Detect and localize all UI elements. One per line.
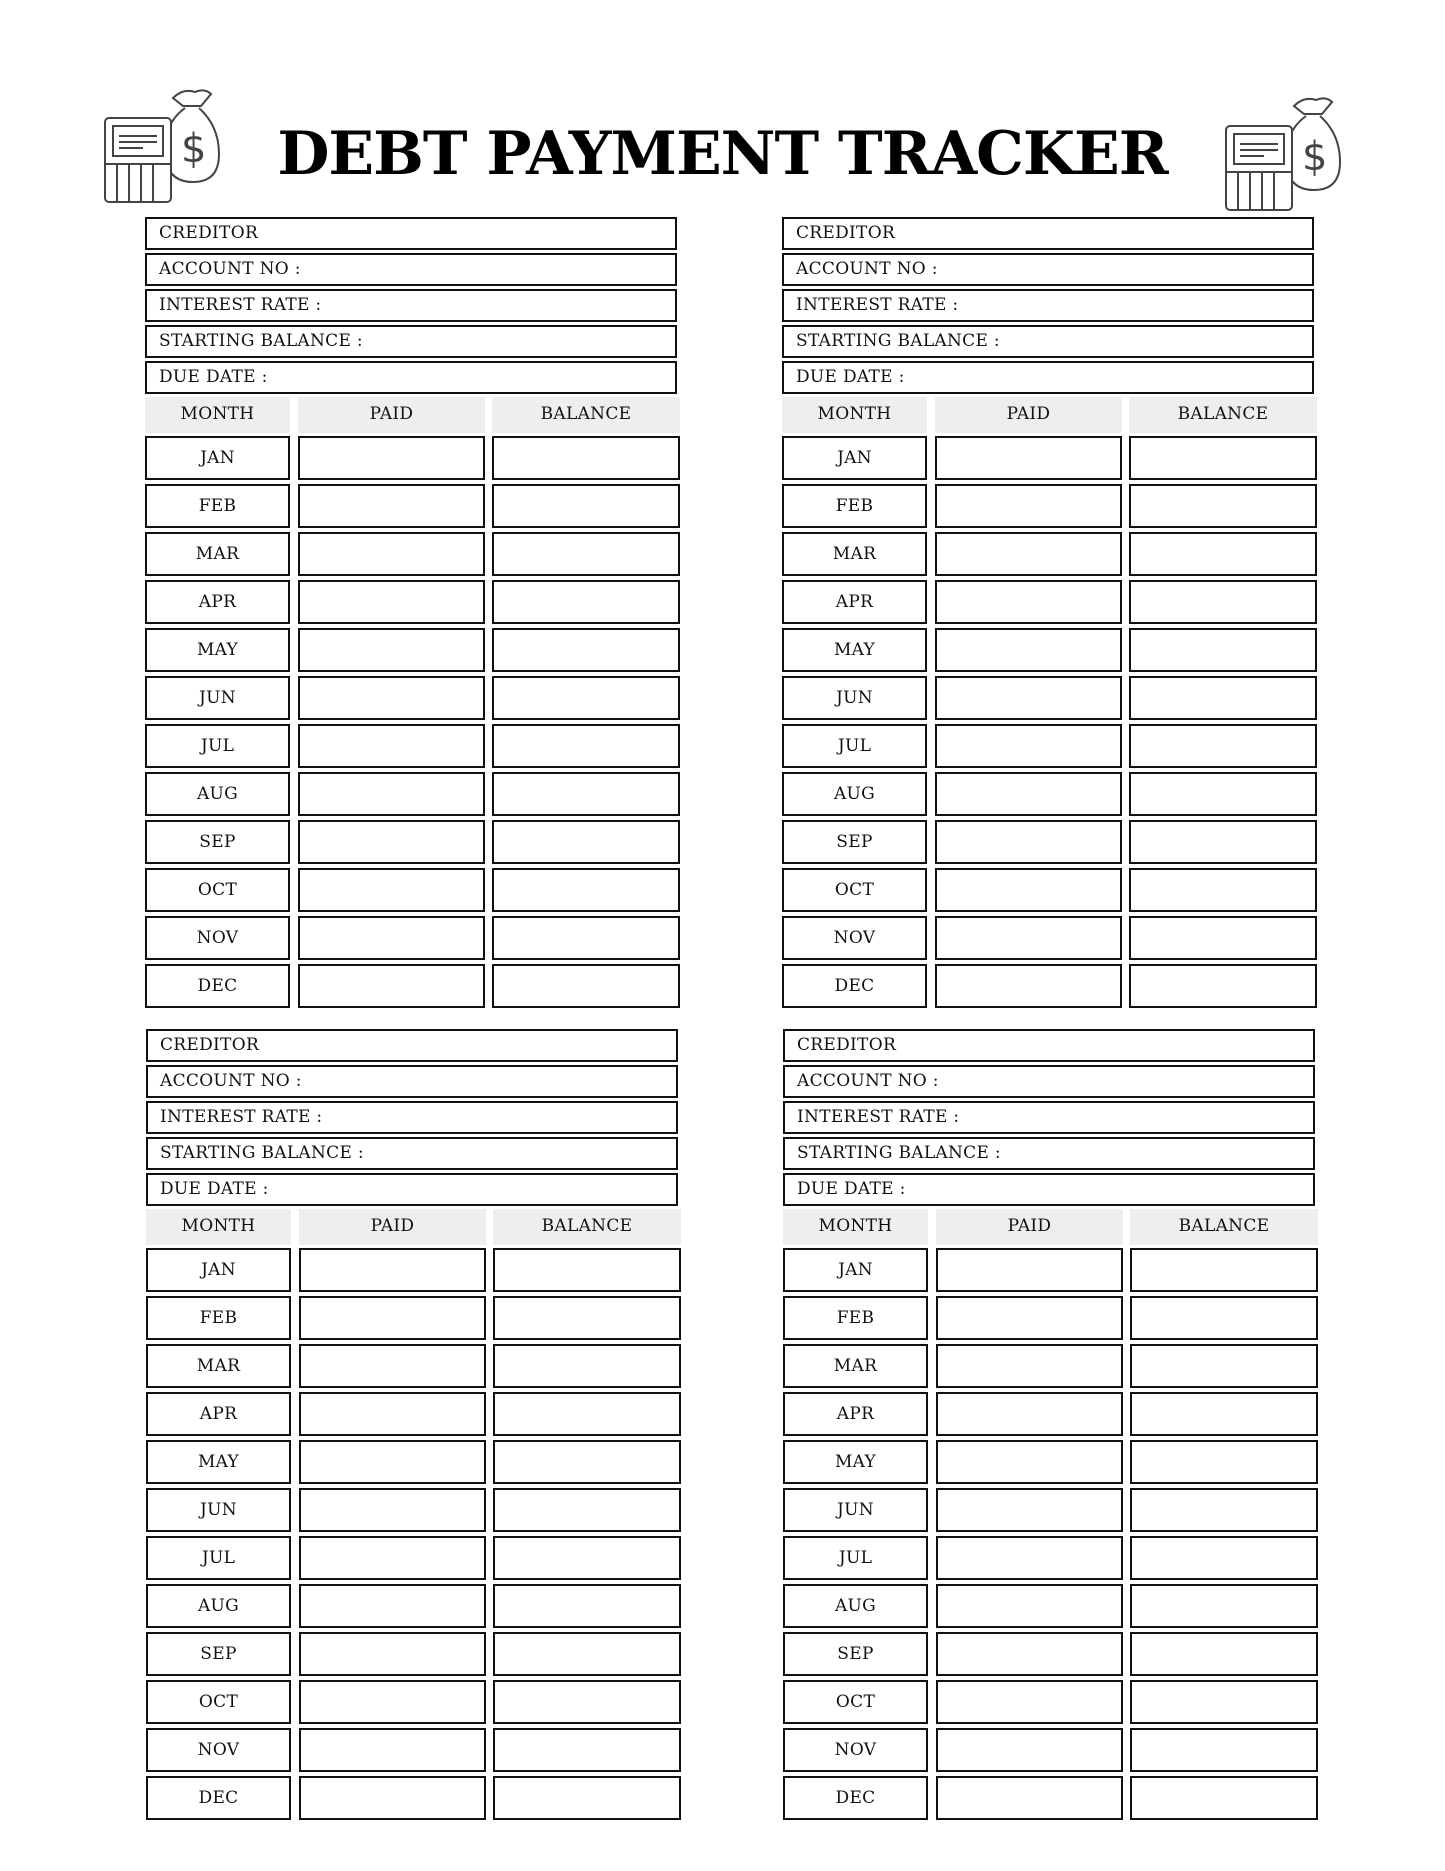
paid-cell[interactable] bbox=[299, 1248, 486, 1292]
svg-text:$: $ bbox=[181, 126, 207, 172]
paid-cell[interactable] bbox=[298, 532, 485, 576]
balance-cell[interactable] bbox=[493, 1680, 681, 1724]
table-header bbox=[146, 1209, 686, 1245]
balance-cell[interactable] bbox=[1130, 1344, 1318, 1388]
table-row bbox=[782, 673, 1322, 721]
table-header bbox=[782, 397, 1322, 433]
paid-cell[interactable] bbox=[935, 772, 1122, 816]
paid-cell[interactable] bbox=[935, 868, 1122, 912]
month-cell: SEP bbox=[782, 820, 927, 864]
table-row bbox=[146, 1437, 686, 1485]
balance-cell[interactable] bbox=[1130, 1584, 1318, 1628]
paid-cell[interactable] bbox=[298, 868, 485, 912]
paid-cell[interactable] bbox=[298, 676, 485, 720]
table-row bbox=[146, 1245, 686, 1293]
money-bag-calculator-icon bbox=[103, 84, 223, 204]
paid-header: PAID bbox=[298, 397, 485, 433]
money-bag-calculator-icon bbox=[1224, 92, 1344, 212]
page-title: DEBT PAYMENT TRACKER bbox=[277, 119, 1168, 189]
month-cell: JUN bbox=[146, 1488, 291, 1532]
balance-cell[interactable] bbox=[493, 1440, 681, 1484]
interest-rate-field[interactable]: INTEREST RATE : bbox=[145, 289, 677, 322]
paid-cell[interactable] bbox=[299, 1776, 486, 1820]
paid-cell[interactable] bbox=[299, 1296, 486, 1340]
balance-cell[interactable] bbox=[1130, 1632, 1318, 1676]
month-cell: MAR bbox=[782, 532, 927, 576]
paid-cell[interactable] bbox=[299, 1728, 486, 1772]
starting-balance-field[interactable]: STARTING BALANCE : bbox=[782, 325, 1314, 358]
table-row bbox=[782, 529, 1322, 577]
paid-cell[interactable] bbox=[298, 580, 485, 624]
debt-tracker-4 bbox=[783, 1029, 1323, 1821]
starting-balance-field[interactable]: STARTING BALANCE : bbox=[145, 325, 677, 358]
paid-cell[interactable] bbox=[936, 1584, 1123, 1628]
month-cell: NOV bbox=[782, 916, 927, 960]
table-row bbox=[783, 1677, 1323, 1725]
account-no-field[interactable]: ACCOUNT NO : bbox=[783, 1065, 1315, 1098]
month-cell: JUL bbox=[145, 724, 290, 768]
month-header: MONTH bbox=[146, 1209, 291, 1245]
balance-cell[interactable] bbox=[493, 1632, 681, 1676]
paid-cell[interactable] bbox=[936, 1248, 1123, 1292]
table-row bbox=[146, 1485, 686, 1533]
balance-cell[interactable] bbox=[1129, 724, 1317, 768]
paid-cell[interactable] bbox=[936, 1296, 1123, 1340]
table-row bbox=[145, 433, 685, 481]
paid-cell[interactable] bbox=[935, 916, 1122, 960]
paid-cell[interactable] bbox=[935, 724, 1122, 768]
paid-cell[interactable] bbox=[936, 1680, 1123, 1724]
balance-cell[interactable] bbox=[492, 580, 680, 624]
balance-cell[interactable] bbox=[492, 724, 680, 768]
paid-cell[interactable] bbox=[298, 916, 485, 960]
table-row bbox=[146, 1725, 686, 1773]
month-cell: JUL bbox=[146, 1536, 291, 1580]
balance-cell[interactable] bbox=[493, 1728, 681, 1772]
account-no-field[interactable]: ACCOUNT NO : bbox=[146, 1065, 678, 1098]
table-row bbox=[782, 817, 1322, 865]
paid-cell[interactable] bbox=[299, 1680, 486, 1724]
paid-cell[interactable] bbox=[935, 628, 1122, 672]
table-row bbox=[146, 1677, 686, 1725]
balance-cell[interactable] bbox=[1129, 964, 1317, 1008]
due-date-field[interactable]: DUE DATE : bbox=[782, 361, 1314, 394]
balance-header: BALANCE bbox=[492, 397, 680, 433]
paid-cell[interactable] bbox=[935, 532, 1122, 576]
balance-cell[interactable] bbox=[1129, 820, 1317, 864]
table-header bbox=[145, 397, 685, 433]
table-row bbox=[146, 1581, 686, 1629]
table-row bbox=[146, 1293, 686, 1341]
table-row bbox=[146, 1773, 686, 1821]
table-row bbox=[783, 1485, 1323, 1533]
balance-cell[interactable] bbox=[492, 772, 680, 816]
paid-cell[interactable] bbox=[298, 964, 485, 1008]
month-cell: OCT bbox=[146, 1680, 291, 1724]
starting-balance-field[interactable]: STARTING BALANCE : bbox=[783, 1137, 1315, 1170]
month-cell: JUL bbox=[782, 724, 927, 768]
month-rows bbox=[783, 1245, 1323, 1821]
paid-cell[interactable] bbox=[936, 1392, 1123, 1436]
balance-cell[interactable] bbox=[1130, 1296, 1318, 1340]
month-cell: MAR bbox=[145, 532, 290, 576]
balance-cell[interactable] bbox=[1129, 772, 1317, 816]
month-cell: FEB bbox=[782, 484, 927, 528]
balance-cell[interactable] bbox=[1129, 436, 1317, 480]
table-row bbox=[783, 1725, 1323, 1773]
paid-cell[interactable] bbox=[936, 1440, 1123, 1484]
month-cell: MAY bbox=[146, 1440, 291, 1484]
table-header bbox=[783, 1209, 1323, 1245]
balance-cell[interactable] bbox=[492, 484, 680, 528]
month-cell: MAY bbox=[783, 1440, 928, 1484]
table-row bbox=[782, 721, 1322, 769]
table-row bbox=[145, 961, 685, 1009]
table-row bbox=[783, 1293, 1323, 1341]
table-row bbox=[145, 481, 685, 529]
table-row bbox=[783, 1533, 1323, 1581]
table-row bbox=[782, 769, 1322, 817]
due-date-field[interactable]: DUE DATE : bbox=[146, 1173, 678, 1206]
interest-rate-field[interactable]: INTEREST RATE : bbox=[783, 1101, 1315, 1134]
table-row bbox=[145, 721, 685, 769]
paid-cell[interactable] bbox=[299, 1536, 486, 1580]
paid-cell[interactable] bbox=[299, 1440, 486, 1484]
table-row bbox=[783, 1581, 1323, 1629]
table-row bbox=[782, 433, 1322, 481]
month-cell: JUN bbox=[782, 676, 927, 720]
month-cell: FEB bbox=[145, 484, 290, 528]
paid-header: PAID bbox=[299, 1209, 486, 1245]
balance-cell[interactable] bbox=[1130, 1536, 1318, 1580]
month-cell: JAN bbox=[782, 436, 927, 480]
balance-header: BALANCE bbox=[493, 1209, 681, 1245]
balance-cell[interactable] bbox=[1130, 1248, 1318, 1292]
balance-cell[interactable] bbox=[1129, 676, 1317, 720]
table-row bbox=[145, 913, 685, 961]
debt-tracker-3 bbox=[146, 1029, 686, 1821]
balance-cell[interactable] bbox=[493, 1536, 681, 1580]
table-row bbox=[783, 1437, 1323, 1485]
table-row bbox=[146, 1341, 686, 1389]
month-cell: NOV bbox=[145, 916, 290, 960]
table-row bbox=[145, 817, 685, 865]
balance-header: BALANCE bbox=[1129, 397, 1317, 433]
month-cell: SEP bbox=[145, 820, 290, 864]
balance-cell[interactable] bbox=[493, 1584, 681, 1628]
debt-tracker-2 bbox=[782, 217, 1322, 1009]
balance-cell[interactable] bbox=[492, 532, 680, 576]
month-cell: APR bbox=[782, 580, 927, 624]
paid-cell[interactable] bbox=[935, 484, 1122, 528]
table-row bbox=[145, 673, 685, 721]
balance-cell[interactable] bbox=[1129, 868, 1317, 912]
month-cell: AUG bbox=[146, 1584, 291, 1628]
debt-info bbox=[145, 217, 685, 394]
creditor-field[interactable]: CREDITOR bbox=[145, 217, 677, 250]
due-date-field[interactable]: DUE DATE : bbox=[145, 361, 677, 394]
table-row bbox=[783, 1389, 1323, 1437]
paid-cell[interactable] bbox=[298, 820, 485, 864]
table-row bbox=[783, 1341, 1323, 1389]
paid-cell[interactable] bbox=[298, 436, 485, 480]
paid-cell[interactable] bbox=[299, 1344, 486, 1388]
month-cell: JAN bbox=[783, 1248, 928, 1292]
month-cell: DEC bbox=[782, 964, 927, 1008]
month-cell: JAN bbox=[145, 436, 290, 480]
table-row bbox=[146, 1629, 686, 1677]
debt-info bbox=[782, 217, 1322, 394]
table-row bbox=[782, 577, 1322, 625]
month-cell: JUL bbox=[783, 1536, 928, 1580]
creditor-field[interactable]: CREDITOR bbox=[146, 1029, 678, 1062]
paid-cell[interactable] bbox=[935, 964, 1122, 1008]
month-cell: SEP bbox=[783, 1632, 928, 1676]
month-cell: AUG bbox=[783, 1584, 928, 1628]
account-no-field[interactable]: ACCOUNT NO : bbox=[782, 253, 1314, 286]
month-cell: MAR bbox=[146, 1344, 291, 1388]
table-row bbox=[782, 865, 1322, 913]
balance-cell[interactable] bbox=[493, 1392, 681, 1436]
balance-cell[interactable] bbox=[1129, 580, 1317, 624]
balance-cell[interactable] bbox=[492, 820, 680, 864]
table-row bbox=[145, 529, 685, 577]
balance-cell[interactable] bbox=[492, 868, 680, 912]
svg-text:$: $ bbox=[1302, 134, 1328, 180]
balance-cell[interactable] bbox=[492, 628, 680, 672]
table-row bbox=[145, 769, 685, 817]
starting-balance-field[interactable]: STARTING BALANCE : bbox=[146, 1137, 678, 1170]
paid-cell[interactable] bbox=[298, 628, 485, 672]
month-cell: FEB bbox=[146, 1296, 291, 1340]
balance-cell[interactable] bbox=[492, 676, 680, 720]
month-cell: OCT bbox=[783, 1680, 928, 1724]
month-cell: JUN bbox=[145, 676, 290, 720]
month-cell: DEC bbox=[783, 1776, 928, 1820]
month-cell: MAY bbox=[782, 628, 927, 672]
balance-header: BALANCE bbox=[1130, 1209, 1318, 1245]
month-cell: AUG bbox=[782, 772, 927, 816]
creditor-field[interactable]: CREDITOR bbox=[782, 217, 1314, 250]
balance-cell[interactable] bbox=[1129, 916, 1317, 960]
paid-cell[interactable] bbox=[935, 820, 1122, 864]
paid-cell[interactable] bbox=[936, 1536, 1123, 1580]
month-header: MONTH bbox=[782, 397, 927, 433]
debt-info bbox=[146, 1029, 686, 1206]
month-rows bbox=[146, 1245, 686, 1821]
balance-cell[interactable] bbox=[1130, 1488, 1318, 1532]
paid-cell[interactable] bbox=[936, 1632, 1123, 1676]
due-date-field[interactable]: DUE DATE : bbox=[783, 1173, 1315, 1206]
paid-cell[interactable] bbox=[299, 1632, 486, 1676]
balance-cell[interactable] bbox=[492, 964, 680, 1008]
month-header: MONTH bbox=[145, 397, 290, 433]
month-cell: APR bbox=[783, 1392, 928, 1436]
month-cell: NOV bbox=[783, 1728, 928, 1772]
table-row bbox=[145, 865, 685, 913]
paid-header: PAID bbox=[935, 397, 1122, 433]
balance-cell[interactable] bbox=[1130, 1392, 1318, 1436]
balance-cell[interactable] bbox=[1129, 484, 1317, 528]
month-cell: SEP bbox=[146, 1632, 291, 1676]
table-row bbox=[782, 481, 1322, 529]
paid-cell[interactable] bbox=[936, 1344, 1123, 1388]
month-header: MONTH bbox=[783, 1209, 928, 1245]
table-row bbox=[783, 1773, 1323, 1821]
balance-cell[interactable] bbox=[1130, 1728, 1318, 1772]
account-no-field[interactable]: ACCOUNT NO : bbox=[145, 253, 677, 286]
month-cell: FEB bbox=[783, 1296, 928, 1340]
month-rows bbox=[145, 433, 685, 1009]
month-cell: APR bbox=[146, 1392, 291, 1436]
paid-cell[interactable] bbox=[299, 1392, 486, 1436]
month-cell: MAR bbox=[783, 1344, 928, 1388]
month-cell: NOV bbox=[146, 1728, 291, 1772]
month-cell: APR bbox=[145, 580, 290, 624]
balance-cell[interactable] bbox=[1130, 1776, 1318, 1820]
month-rows bbox=[782, 433, 1322, 1009]
table-row bbox=[783, 1245, 1323, 1293]
paid-cell[interactable] bbox=[298, 484, 485, 528]
month-cell: MAY bbox=[145, 628, 290, 672]
paid-cell[interactable] bbox=[298, 772, 485, 816]
balance-cell[interactable] bbox=[493, 1776, 681, 1820]
month-cell: DEC bbox=[145, 964, 290, 1008]
paid-cell[interactable] bbox=[299, 1584, 486, 1628]
paid-cell[interactable] bbox=[299, 1488, 486, 1532]
table-row bbox=[783, 1629, 1323, 1677]
paid-cell[interactable] bbox=[936, 1776, 1123, 1820]
table-row bbox=[145, 625, 685, 673]
paid-cell[interactable] bbox=[298, 724, 485, 768]
table-row bbox=[146, 1533, 686, 1581]
paid-cell[interactable] bbox=[935, 580, 1122, 624]
balance-cell[interactable] bbox=[1130, 1440, 1318, 1484]
month-cell: JUN bbox=[783, 1488, 928, 1532]
balance-cell[interactable] bbox=[493, 1488, 681, 1532]
table-row bbox=[782, 625, 1322, 673]
month-cell: OCT bbox=[145, 868, 290, 912]
month-cell: DEC bbox=[146, 1776, 291, 1820]
paid-cell[interactable] bbox=[935, 436, 1122, 480]
table-row bbox=[782, 961, 1322, 1009]
debt-tracker-1 bbox=[145, 217, 685, 1009]
month-cell: AUG bbox=[145, 772, 290, 816]
balance-cell[interactable] bbox=[492, 916, 680, 960]
balance-cell[interactable] bbox=[1129, 532, 1317, 576]
table-row bbox=[146, 1389, 686, 1437]
balance-cell[interactable] bbox=[1130, 1680, 1318, 1724]
paid-cell[interactable] bbox=[936, 1488, 1123, 1532]
balance-cell[interactable] bbox=[493, 1344, 681, 1388]
table-row bbox=[782, 913, 1322, 961]
interest-rate-field[interactable]: INTEREST RATE : bbox=[146, 1101, 678, 1134]
month-cell: JAN bbox=[146, 1248, 291, 1292]
debt-info bbox=[783, 1029, 1323, 1206]
paid-cell[interactable] bbox=[936, 1728, 1123, 1772]
balance-cell[interactable] bbox=[493, 1248, 681, 1292]
interest-rate-field[interactable]: INTEREST RATE : bbox=[782, 289, 1314, 322]
balance-cell[interactable] bbox=[1129, 628, 1317, 672]
balance-cell[interactable] bbox=[493, 1296, 681, 1340]
balance-cell[interactable] bbox=[492, 436, 680, 480]
paid-cell[interactable] bbox=[935, 676, 1122, 720]
paid-header: PAID bbox=[936, 1209, 1123, 1245]
table-row bbox=[145, 577, 685, 625]
creditor-field[interactable]: CREDITOR bbox=[783, 1029, 1315, 1062]
month-cell: OCT bbox=[782, 868, 927, 912]
